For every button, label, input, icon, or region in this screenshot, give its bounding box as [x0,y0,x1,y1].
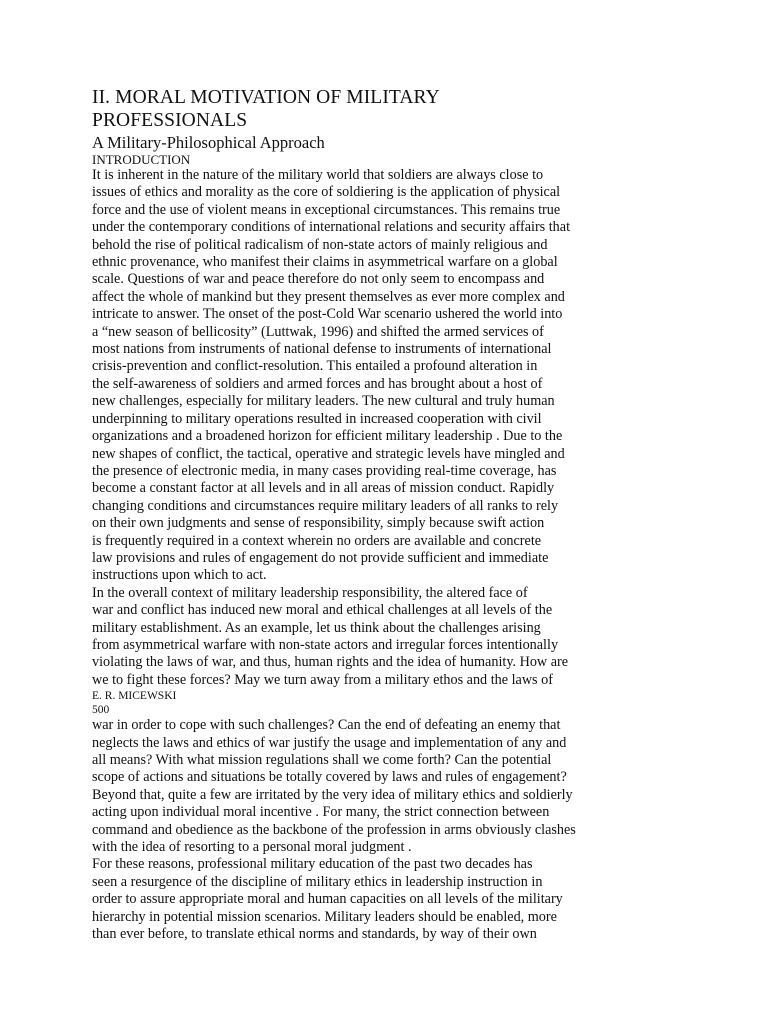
text-line: seen a resurgence of the discipline of military ethics in leadership instruction in [92,873,543,890]
text-line: For these reasons, professional military education of the past two decades has [92,856,533,873]
paragraph-1 [92,167,652,585]
text-line: organizations and a broadened horizon for efficient military leadership . Due to the [92,428,563,445]
text-line: acting upon individual moral incentive . For many, the strict connection between [92,804,550,821]
text-line: law provisions and rules of engagement do not provide sufficient and immediate [92,549,549,566]
text-line: instructions upon which to act. [92,567,267,584]
text-line: It is inherent in the nature of the military world that soldiers are always close to [92,167,544,183]
text-line: scope of actions and situations be totally covered by laws and rules of engagement? [92,769,567,786]
text-line: ethnic provenance, who manifest their claims in asymmetrical warfare on a global [92,254,558,271]
text-line: violating the laws of war, and thus, human rights and the idea of humanity. How are [92,654,569,671]
title-line-2: PROFESSIONALS [92,110,248,131]
paragraph-4 [92,856,652,943]
text-line: the self-awareness of soldiers and armed forces and has brought about a host of [92,375,543,392]
text-line: underpinning to military operations resulted in increased cooperation with civil [92,410,542,427]
text-line: changing conditions and circumstances require military leaders of all ranks to rely [92,497,559,514]
text-line: war in order to cope with such challenges? Can the end of defeating an enemy that [92,717,561,734]
text-line: force and the use of violent means in exceptional circumstances. This remains true [92,201,561,218]
running-author: E. R. MICEWSKI [92,690,177,703]
text-line: affect the whole of mankind but they present themselves as ever more complex and [92,288,565,305]
text-line: war and conflict has induced new moral and ethical challenges at all levels of the [92,602,553,619]
text-line: under the contemporary conditions of international relations and security affairs that [92,219,571,236]
text-line: Beyond that, quite a few are irritated by the very idea of military ethics and soldierly [92,786,573,803]
title-line-1: II. MORAL MOTIVATION OF MILITARY [92,87,440,108]
text-line: with the idea of resorting to a personal moral judgment . [92,839,412,856]
text-line: issues of ethics and morality as the core of soldiering is the application of physical [92,184,561,201]
text-line: behold the rise of political radicalism of non-state actors of mainly religious and [92,236,548,253]
paragraph-3 [92,717,652,856]
text-line: most nations from instruments of national defense to instruments of international [92,341,552,358]
text-line: become a constant factor at all levels and in all areas of mission conduct. Rapidly [92,480,555,497]
document-subtitle: A Military-Philosophical Approach [92,133,325,152]
text-line: all means? With what mission regulations shall we come forth? Can the potential [92,752,552,768]
page-number: 500 [92,704,110,717]
section-heading: INTRODUCTION [92,152,191,167]
document-page [92,86,652,943]
text-line: hierarchy in potential mission scenarios. Military leaders should be enabled, more [92,908,557,925]
text-line: the presence of electronic media, in many cases providing real-time coverage, has [92,462,557,479]
text-line: on their own judgments and sense of responsibility, simply because swift action [92,515,545,532]
text-line: from asymmetrical warfare with non-state actors and irregular forces intentionally [92,636,559,653]
text-line: intricate to answer. The onset of the post-Cold War scenario ushered the world into [92,306,563,323]
text-line: new shapes of conflict, the tactical, operative and strategic levels have mingled and [92,445,565,462]
text-line: neglects the laws and ethics of war justify the usage and implementation of any and [92,734,567,751]
text-line: crisis-prevention and conflict-resolution. This entailed a profound alteration in [92,358,538,375]
paragraph-2 [92,585,652,689]
text-line: than ever before, to translate ethical norms and standards, by way of their own [92,926,537,943]
text-line: order to assure appropriate moral and human capacities on all levels of the military [92,891,563,908]
text-line: scale. Questions of war and peace therefore do not only seem to encompass and [92,271,545,288]
text-line: new challenges, especially for military leaders. The new cultural and truly human [92,393,555,410]
text-line: In the overall context of military leadership responsibility, the altered face of [92,584,528,601]
text-line: we to fight these forces? May we turn away from a military ethos and the laws of [92,671,553,688]
text-line: is frequently required in a context wherein no orders are available and concrete [92,532,542,549]
text-line: a “new season of bellicosity” (Luttwak, 1996) and shifted the armed services of [92,323,544,340]
text-line: military establishment. As an example, let us think about the challenges arising [92,619,541,636]
text-line: command and obedience as the backbone of the profession in arms obviously clashes [92,821,576,838]
document-title [92,86,652,132]
